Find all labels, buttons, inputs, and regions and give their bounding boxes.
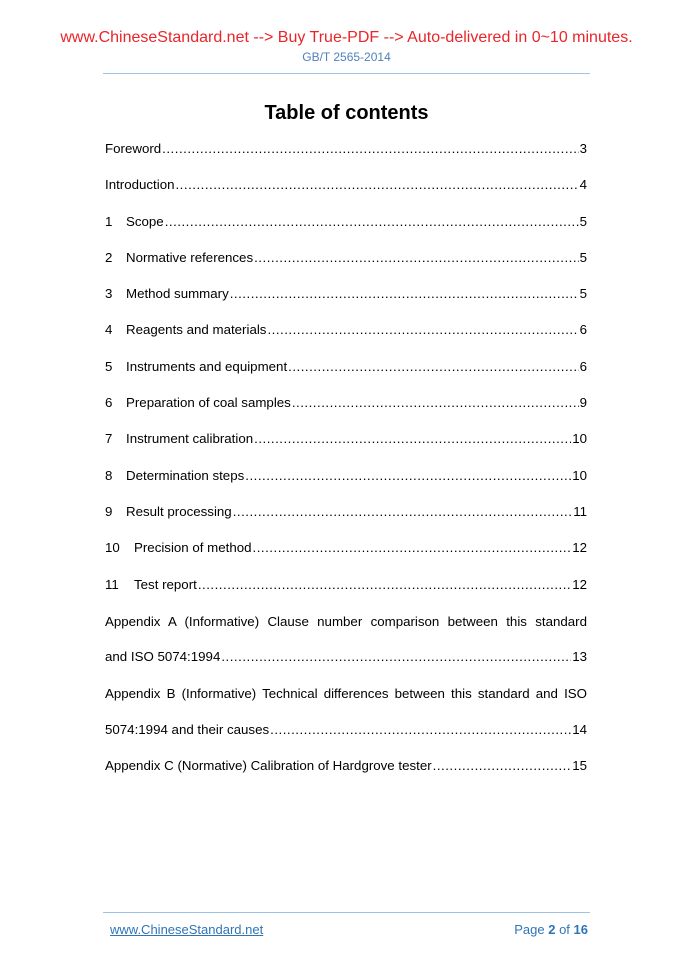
leader-dots [162,141,578,156]
promo-banner[interactable]: www.ChineseStandard.net --> Buy True-PDF --> Auto-delivered in 0~10 minutes. [60,29,633,46]
toc-appendix-line[interactable]: Appendix B (Informative) Technical differences between this standard and ISO [105,686,587,702]
toc-entry-page: 13 [572,649,587,665]
toc-entry-page: 12 [572,576,587,592]
toc-entry-label: Test report [134,576,197,592]
toc-appendix-entry[interactable] [105,758,587,794]
footer-website-link[interactable]: www.ChineseStandard.net [110,922,264,937]
toc-entry-number: 6 [105,395,113,411]
toc-entry-number: 8 [105,467,113,483]
toc-entry-label: Result processing [126,503,232,519]
toc-entry-page: 15 [572,758,587,774]
toc-entry-number: 1 [105,213,113,229]
leader-dots [267,322,578,337]
header-divider [103,73,590,74]
leader-dots [233,504,573,519]
toc-entry[interactable] [105,468,587,504]
toc-entry-number: 11 [105,576,119,592]
leader-dots [288,359,578,374]
toc-entry-number: 5 [105,358,113,374]
table-of-contents [105,141,587,794]
page-number [514,922,588,937]
toc-entry[interactable] [105,286,587,322]
leader-dots [175,177,578,192]
leader-dots [253,540,572,555]
toc-entry-page: 5 [579,286,587,302]
toc-entry-page: 5 [579,213,587,229]
toc-entry-page: 11 [573,503,587,519]
toc-entry[interactable] [105,431,587,467]
toc-entry-page: 10 [572,467,587,483]
toc-entry-page: 4 [579,177,587,193]
toc-entry-page: 12 [572,540,587,556]
toc-entry-page: 10 [572,431,587,447]
toc-entry[interactable] [105,322,587,358]
toc-entry-page: 5 [579,249,587,265]
leader-dots [270,722,571,737]
toc-entry-label: Normative references [126,249,254,265]
page-title: Table of contents [264,102,429,124]
toc-entry-label: Precision of method [134,540,252,556]
toc-entry-label: and ISO 5074:1994 [105,649,221,665]
toc-entry[interactable] [105,504,587,540]
page-prefix: Page [514,922,545,937]
toc-entry-label: Introduction [105,177,175,193]
leader-dots [292,395,579,410]
toc-entry[interactable] [105,141,587,177]
toc-entry-page: 6 [579,322,587,338]
toc-entry-label: Instruments and equipment [126,358,288,374]
toc-entry-page: 3 [579,141,587,156]
toc-entry[interactable] [105,177,587,213]
toc-entry-number: 7 [105,431,113,447]
toc-entry-label: Reagents and materials [126,322,267,338]
leader-dots [254,431,571,446]
toc-entry-page: 9 [579,395,587,411]
toc-entry[interactable] [105,250,587,286]
toc-entry-page: 14 [572,721,587,737]
toc-entry-label: Method summary [126,286,229,302]
footer-divider [103,912,590,913]
toc-entry[interactable] [105,577,587,613]
leader-dots [198,577,571,592]
page-of: of [559,922,570,937]
toc-entry-label: Scope [126,213,164,229]
toc-entry-label: Appendix C (Normative) Calibration of Hardgrove tester [105,758,432,774]
leader-dots [254,250,578,265]
leader-dots [165,214,579,229]
toc-entry[interactable] [105,395,587,431]
toc-entry-label: Determination steps [126,467,245,483]
leader-dots [230,286,579,301]
page-total: 16 [573,922,588,937]
toc-entry-label: 5074:1994 and their causes [105,721,270,737]
toc-entry-label: Preparation of coal samples [126,395,291,411]
page-current: 2 [548,922,556,937]
toc-entry-number: 3 [105,286,113,302]
toc-entry-number: 2 [105,249,113,265]
toc-entry[interactable] [105,359,587,395]
toc-entry-number: 10 [105,540,120,556]
toc-appendix-entry[interactable] [105,649,587,685]
toc-entry-label: Foreword [105,141,162,156]
toc-entry-number: 9 [105,503,113,519]
toc-entry-label: Instrument calibration [126,431,254,447]
standard-code: GB/T 2565-2014 [302,50,391,64]
toc-entry-number: 4 [105,322,113,338]
toc-entry[interactable] [105,214,587,250]
leader-dots [221,649,571,664]
toc-appendix-entry[interactable] [105,722,587,758]
toc-entry-page: 6 [579,358,587,374]
leader-dots [245,468,571,483]
leader-dots [433,758,572,773]
toc-appendix-line[interactable]: Appendix A (Informative) Clause number comparison between this standard [105,613,587,629]
toc-entry[interactable] [105,540,587,576]
